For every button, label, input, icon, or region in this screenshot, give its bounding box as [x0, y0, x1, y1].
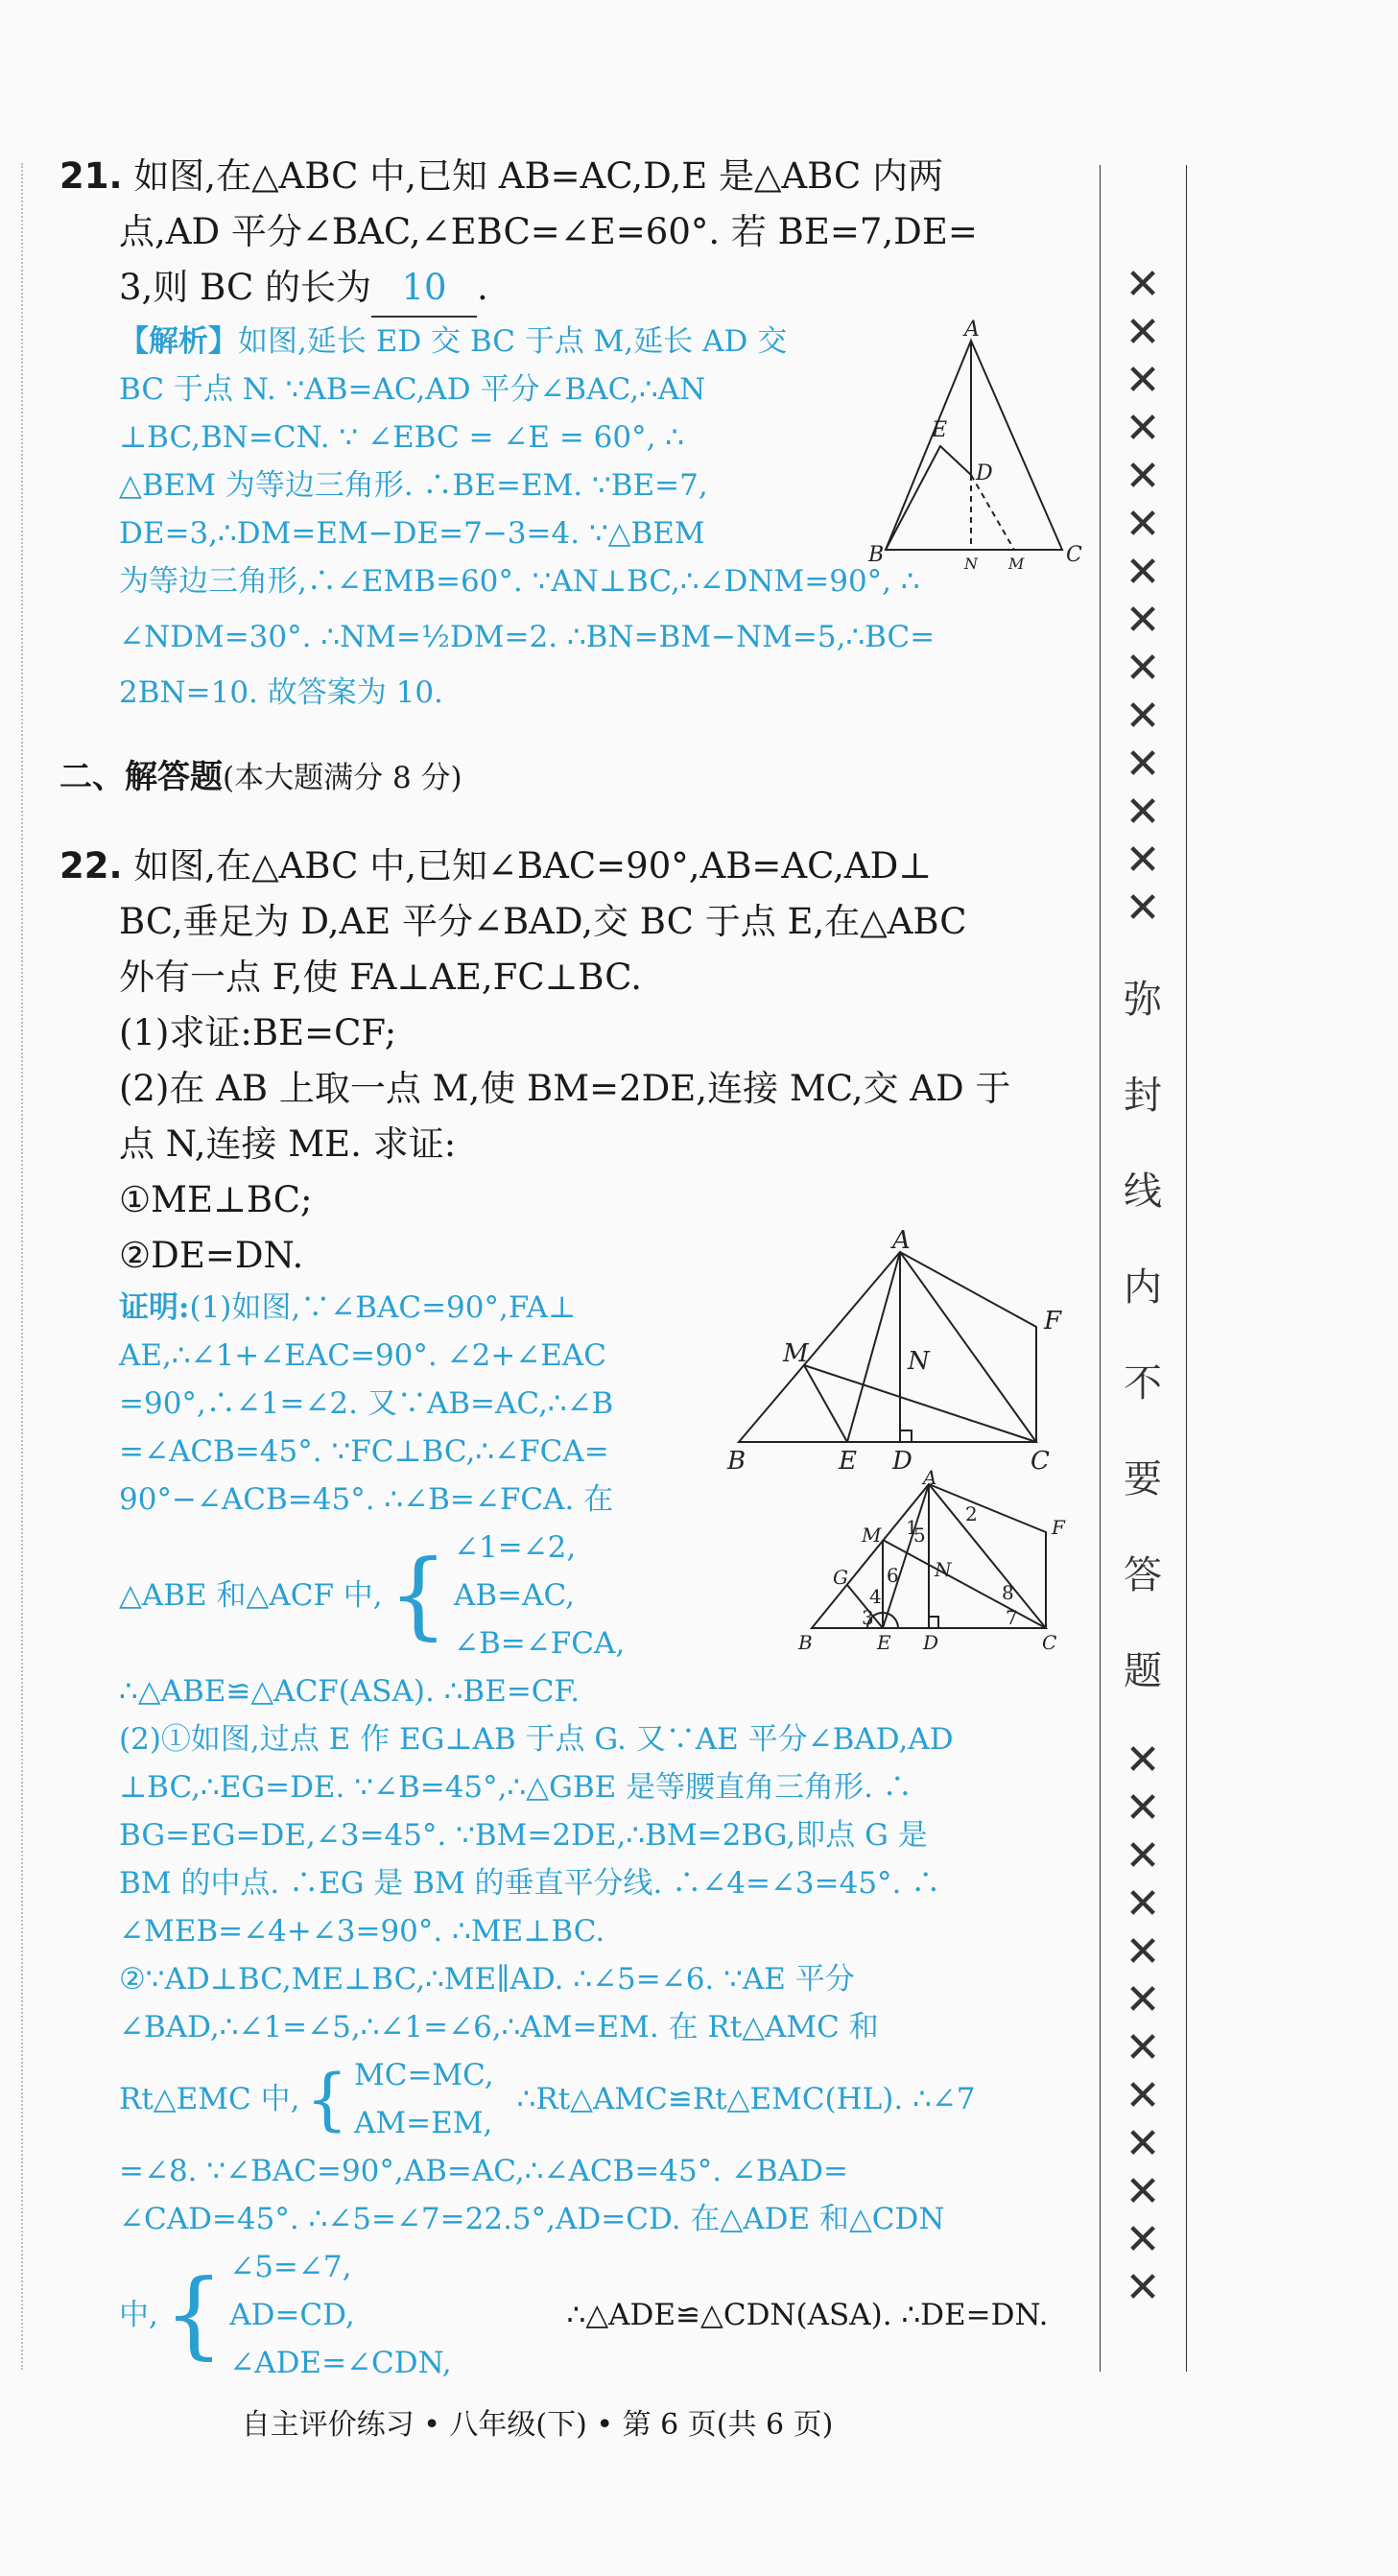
seal-cross-marks-bottom: ✕ ✕ ✕ ✕ ✕ ✕ ✕ ✕ ✕ ✕ ✕ ✕	[1125, 1736, 1161, 2312]
fig22a-label-A: A	[892, 1226, 911, 1255]
q22-figure-1	[727, 1226, 1082, 1476]
fig22b-label-D: D	[923, 1631, 939, 1654]
fig22b-label-A: A	[923, 1466, 937, 1489]
fig22b-label-B: B	[798, 1631, 813, 1654]
q21-solution: 【解析】如图,延长 ED 交 BC 于点 M,延长 AD 交 BC 于点 N. ∵AB=AC,AD 平分∠BAC,∴AN ⊥BC,BN=CN. ∵ ∠EBC = ∠E = 60°, ∴ △BEM 为等边三角形. ∴BE=EM. ∵BE=7, DE=3,∴DM=EM−DE=7−3=4. ∵△BEM	[119, 324, 788, 551]
fig22a-label-M: M	[783, 1339, 809, 1368]
fig21-label-B: B	[868, 543, 885, 567]
fig22a-label-B: B	[727, 1447, 746, 1476]
q22-proof-2: (2)①如图,过点 E 作 EG⊥AB 于点 G. 又∵AE 平分∠BAD,AD ⊥BC,∴EG=DE. ∵∠B=45°,∴△GBE 是等腰直角三角形. ∴ BG=EG=DE,∠3=45°. ∵BM=2DE,∴BM=2BG,即点 G 是 BM 的中点. ∴EG 是 BM 的垂直平分线. ∴∠4=∠3=45°. ∴ ∠MEB=∠4+∠3=90°. ∴ME⊥BC. ②∵AD⊥BC,ME⊥BC,∴ME∥AD. ∴∠5=∠6. ∵AE 平分 ∠BAD,∴∠1=∠5,∴∠1=∠6,∴AM=EM. 在 Rt△AMC 和 Rt△EMC 中, { MC=MC, AM=EM, ∴Rt△AMC≌Rt△EMC(HL). ∴∠7 =∠8. ∵∠BAC=90°,AB=AC,∴∠ACB=45°. ∠BAD= ∠CAD=45°. ∴∠5=∠7=22.5°,AD=CD. 在△ADE 和△CDN 中, { ∠5=∠7, AD=CD, ∠ADE=∠CDN, ∴△ADE≌△CDN(ASA). ∴DE=DN.	[59, 1715, 1075, 2387]
q21-line1: 21. 如图,在△ABC 中,已知 AB=AC,D,E 是△ABC 内两	[59, 155, 944, 197]
seal-char-8: 题	[1124, 1649, 1162, 1693]
q22-sub1: ①ME⊥BC;	[119, 1179, 313, 1220]
seal-line-left	[1100, 165, 1101, 2372]
seal-char-7: 答	[1124, 1553, 1162, 1597]
q22-part2b: 点 N,连接 ME. 求证:	[119, 1123, 457, 1165]
fig22a-label-N: N	[908, 1347, 930, 1376]
fig22b-angle-3: 3	[862, 1606, 874, 1629]
congruence-block-2: Rt△EMC 中, { MC=MC, AM=EM, ∴Rt△AMC≌Rt△EMC(HL). ∴∠7	[119, 2058, 976, 2140]
q22-sub2: ②DE=DN.	[119, 1235, 304, 1276]
q21-line2: 点,AD 平分∠BAC,∠EBC=∠E=60°. 若 BE=7,DE=	[119, 211, 978, 252]
fig21-label-D: D	[976, 461, 993, 485]
seal-cross-marks-top: ✕ ✕ ✕ ✕ ✕ ✕ ✕ ✕ ✕ ✕ ✕ ✕ ✕ ✕	[1125, 260, 1161, 933]
seal-line-right	[1186, 165, 1187, 2372]
seal-char-5: 不	[1124, 1361, 1162, 1406]
fig22b-angle-8: 8	[1002, 1581, 1014, 1604]
fig22a-label-F: F	[1044, 1307, 1062, 1335]
fig22b-label-E: E	[877, 1631, 891, 1654]
binding-dots	[21, 163, 24, 2370]
congruence-block-1: △ABE 和△ACF 中, { ∠1=∠2, AB=AC, ∠B=∠FCA,	[119, 1530, 626, 1661]
q21-line3: 3,则 BC 的长为 10 .	[59, 260, 1075, 318]
solution-tag: 【解析】	[119, 324, 238, 359]
fig21-label-C: C	[1066, 543, 1082, 567]
q22-line3: 外有一点 F,使 FA⊥AE,FC⊥BC.	[119, 957, 643, 998]
fig22b-label-C: C	[1042, 1631, 1057, 1654]
seal-char-4: 内	[1124, 1265, 1162, 1310]
fig22b-angle-6: 6	[887, 1564, 899, 1587]
seal-char-3: 线	[1124, 1170, 1162, 1214]
page-footer: 自主评价练习 • 八年级(下) • 第 6 页(共 6 页)	[241, 2408, 834, 2442]
q22-line1: 22. 如图,在△ABC 中,已知∠BAC=90°,AB=AC,AD⊥	[59, 845, 933, 886]
fig22b-angle-7: 7	[1006, 1606, 1018, 1629]
fig21-label-E: E	[932, 418, 948, 442]
fig21-label-M: M	[1008, 555, 1025, 573]
q21-solution-cont: 为等边三角形,∴∠EMB=60°. ∵AN⊥BC,∴∠DNM=90°, ∴ ∠NDM=30°. ∴NM=½DM=2. ∴BN=BM−NM=5,∴BC= 2BN=10. 故答案为 10.	[119, 564, 936, 710]
fig22b-label-N: N	[935, 1558, 952, 1581]
fig21-label-A: A	[964, 318, 980, 342]
fig22b-label-F: F	[1052, 1516, 1065, 1539]
fig22b-label-G: G	[833, 1566, 848, 1589]
seal-char-6: 要	[1124, 1457, 1162, 1501]
q21-answer-blank: 10	[371, 260, 477, 318]
seal-char-1: 弥	[1124, 978, 1162, 1022]
proof-tag: 证明:	[119, 1290, 190, 1325]
fig21-label-N: N	[964, 555, 978, 573]
fig22a-label-C: C	[1031, 1447, 1050, 1476]
q21-number: 21.	[59, 155, 123, 197]
seal-char-2: 封	[1124, 1074, 1162, 1118]
q22-figure-2	[794, 1466, 1082, 1655]
congruence-block-3: 中, { ∠5=∠7, AD=CD, ∠ADE=∠CDN, ∴△ADE≌△CDN(ASA). ∴DE=DN.	[119, 2250, 1049, 2380]
fig22b-angle-5: 5	[913, 1524, 926, 1547]
q22-part2a: (2)在 AB 上取一点 M,使 BM=2DE,连接 MC,交 AD 于	[119, 1068, 1011, 1109]
fig22a-label-E: E	[839, 1447, 857, 1476]
fig22a-label-D: D	[892, 1447, 912, 1476]
section-title: 二、解答题(本大题满分 8 分)	[59, 758, 462, 796]
q22-proof: 证明:(1)如图,∵∠BAC=90°,FA⊥ AE,∴∠1+∠EAC=90°. ∠2+∠EAC =90°,∴∠1=∠2. 又∵AB=AC,∴∠B =∠ACB=45°. ∵FC⊥BC,∴∠FCA= 90°−∠ACB=45°. ∴∠B=∠FCA. 在 △ABE 和△ACF 中, { ∠1=∠2, AB=AC, ∠B=∠FCA, ∴△ABE≌△ACF(ASA). ∴BE=CF.	[59, 1284, 752, 1715]
fig22b-angle-2: 2	[965, 1502, 978, 1525]
fig22b-angle-4: 4	[869, 1585, 882, 1608]
fig22b-angle-1: 1	[906, 1516, 918, 1539]
fig22b-label-M: M	[862, 1524, 882, 1547]
q22-part1: (1)求证:BE=CF;	[119, 1012, 397, 1053]
q22-line2: BC,垂足为 D,AE 平分∠BAD,交 BC 于点 E,在△ABC	[119, 901, 967, 942]
q22-number: 22.	[59, 845, 123, 886]
q21-figure	[868, 318, 1082, 573]
